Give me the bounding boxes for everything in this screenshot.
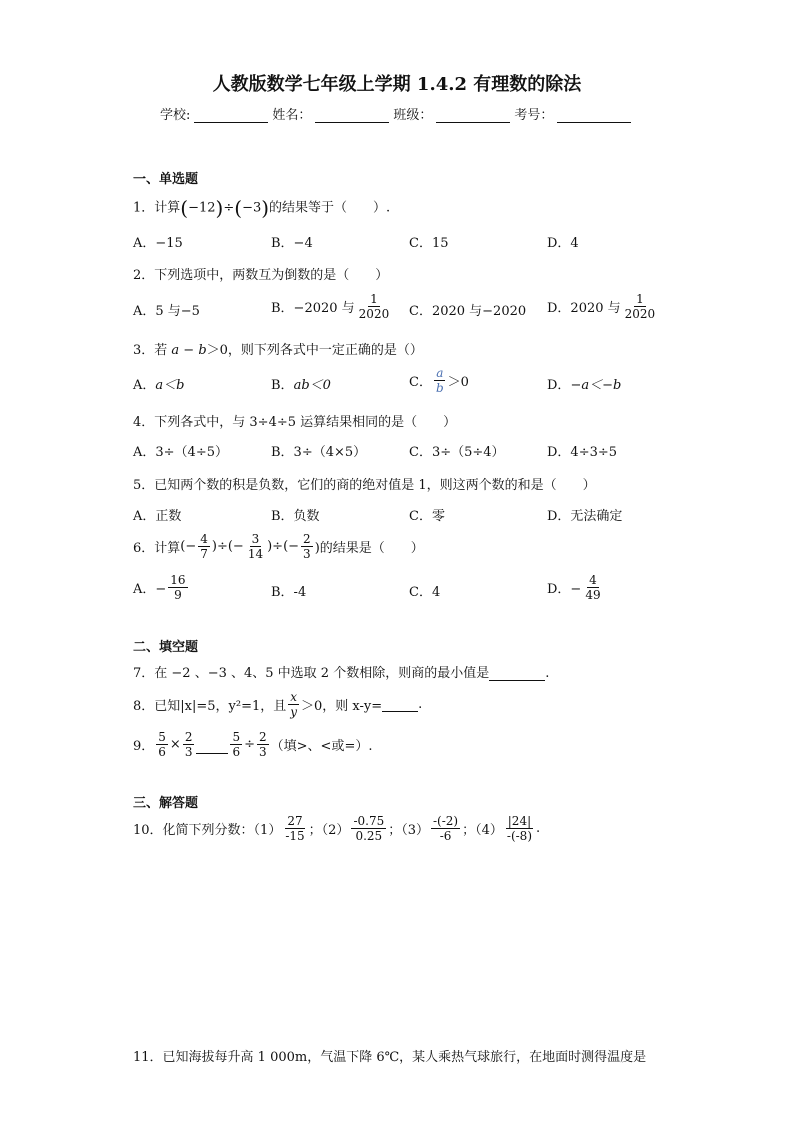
question-3 [133, 339, 423, 358]
q2-b-denominator: 2020 [358, 307, 390, 321]
q2-option-a[interactable]: A．5 与−5 [133, 304, 200, 319]
q2-option-c[interactable]: C．2020 与−2020 [409, 304, 527, 319]
q8-end: . [418, 697, 423, 712]
q4-option-d[interactable]: D．4÷3÷5 [547, 445, 618, 460]
document-title: 人教版数学七年级上学期 1.4.2 有理数的除法 [212, 74, 582, 95]
q6-fraction-1 [198, 532, 210, 561]
q10-sep4: ；（4） [462, 823, 503, 838]
q8-middle: ＞0，则 x-y= [301, 699, 383, 714]
question-4: 4．下列各式中，与 3÷4÷5 运算结果相同的是（ ） [133, 415, 457, 430]
q1-operand-b: −3 [242, 200, 262, 216]
name-label: 姓名： [272, 108, 312, 123]
q3-option-a[interactable] [133, 374, 184, 393]
q6-fraction-3 [301, 532, 313, 561]
q10-fraction-1 [283, 814, 306, 843]
q9-prefix: 9． [133, 739, 155, 754]
q6-option-a[interactable] [133, 573, 190, 602]
section-heading-answer: 三、解答题 [133, 796, 199, 811]
class-blank[interactable] [436, 108, 510, 123]
question-10 [133, 814, 540, 843]
q10-fraction-3 [431, 814, 460, 843]
q10-f2-num: -0.75 [353, 814, 385, 828]
q5-option-c[interactable]: C．零 [409, 509, 445, 524]
q6-a-fraction [168, 573, 187, 602]
q9-d-den: 3 [259, 745, 267, 759]
q7-answer-blank[interactable] [489, 666, 545, 681]
q10-f2-den: 0.25 [355, 829, 383, 843]
q6-option-d[interactable] [547, 573, 605, 602]
question-2: 2．下列选项中，两数互为倒数的是（ ） [133, 268, 389, 283]
q9-answer-blank[interactable] [196, 739, 228, 754]
q6-d-fraction [583, 573, 602, 602]
q3-b-label: B． [271, 378, 294, 393]
q3-c-label: C． [409, 375, 432, 390]
q1-lparen: ( [180, 196, 189, 220]
q6-f3-num: 2 [303, 532, 311, 546]
q3-a-expr: a＜b [155, 378, 185, 393]
q6-f3-den: 3 [303, 547, 311, 561]
q3-d-expr: −a＜−b [570, 378, 622, 393]
q9-fraction-d [257, 730, 269, 759]
q2-d-text: D．2020 与 [547, 301, 621, 316]
q6-option-c[interactable]: C．4 [409, 585, 441, 600]
q10-f1-num: 27 [287, 814, 303, 828]
question-6 [133, 532, 424, 561]
q9-suffix: （填>、<或=）. [270, 739, 373, 754]
q6-f1-den: 7 [200, 547, 208, 561]
q6-d-num: 4 [589, 573, 597, 587]
question-5: 5．已知两个数的积是负数，它们的商的绝对值是 1，则这两个数的和是（ ） [133, 478, 596, 493]
q5-option-d[interactable]: D．无法确定 [547, 509, 623, 524]
q3-c-numerator: a [436, 366, 444, 380]
name-blank[interactable] [315, 108, 389, 123]
q1-options [133, 232, 693, 268]
q5-option-a[interactable]: A．正数 [133, 509, 182, 524]
number-blank[interactable] [557, 108, 631, 123]
q3-prefix: 3．若 [133, 343, 172, 358]
q6-d-label: D．− [547, 582, 582, 597]
q8-prefix: 8．已知|x|=5，y²=1，且 [133, 699, 287, 714]
school-label: 学校: [160, 108, 191, 123]
q10-fraction-2 [351, 814, 386, 843]
q9-a-num: 5 [158, 730, 166, 744]
q8-answer-blank[interactable] [382, 697, 418, 712]
q9-b-den: 3 [184, 745, 193, 759]
q4-option-c[interactable]: C．3÷（5÷4） [409, 445, 505, 460]
q4-option-a[interactable]: A．3÷（4÷5） [133, 445, 228, 460]
q6-f2-num: 3 [251, 532, 260, 546]
question-8 [133, 690, 422, 719]
q10-f4-num: |24| [507, 814, 532, 828]
q10-sep2: ；（2） [308, 823, 350, 838]
q9-fraction-a [156, 730, 168, 759]
q9-op2: ÷ [244, 737, 256, 752]
q5-option-b[interactable]: B．负数 [271, 509, 320, 524]
q1-rparen: ) [215, 196, 224, 220]
q1-option-c[interactable]: C．15 [409, 236, 449, 251]
q2-b-fraction [357, 292, 392, 321]
q6-div1: )÷(− [211, 539, 244, 554]
q6-f2-den: 14 [247, 547, 264, 561]
q6-d-den: 49 [585, 588, 601, 602]
q4-options [133, 441, 693, 477]
q3-option-c[interactable] [409, 366, 469, 395]
q2-option-b[interactable] [271, 292, 393, 321]
q6-a-num: 16 [170, 573, 186, 587]
student-info-line [160, 104, 635, 123]
q2-d-fraction [623, 292, 658, 321]
q6-open1: (− [180, 539, 197, 554]
q9-b-num: 2 [184, 730, 193, 744]
q9-c-den: 6 [232, 745, 241, 759]
q1-suffix: 的结果等于（ ）. [269, 200, 391, 216]
q10-fraction-4 [505, 814, 534, 843]
q10-end: . [536, 821, 541, 836]
q6-f1-num: 4 [200, 532, 208, 546]
q3-c-denominator: b [435, 381, 444, 395]
q6-options [133, 573, 693, 609]
q10-f1-den: -15 [285, 829, 305, 843]
q6-a-label: A．− [133, 582, 167, 597]
q2-d-numerator: 1 [636, 292, 644, 306]
q1-option-b[interactable]: B．−4 [271, 236, 313, 251]
q3-a-label: A． [133, 378, 156, 393]
q1-rparen2: ) [261, 196, 270, 220]
q8-num: x [290, 690, 298, 704]
q1-option-a[interactable]: A．−15 [133, 236, 183, 251]
q8-fraction [288, 690, 299, 719]
class-label: 班级： [393, 108, 433, 123]
section-heading-fill-blank: 二、填空题 [133, 640, 199, 655]
q3-c-fraction [434, 366, 446, 395]
q2-d-denominator: 2020 [624, 307, 656, 321]
q8-den: y [290, 705, 298, 719]
q9-fraction-b [183, 730, 195, 759]
q3-b-expr: ab＜0 [293, 378, 331, 393]
q9-c-num: 5 [232, 730, 241, 744]
q2-b-numerator: 1 [370, 292, 378, 306]
q9-op1: × [169, 737, 181, 752]
q2-option-d[interactable] [547, 292, 659, 321]
q6-fraction-2 [246, 532, 265, 561]
q3-option-d[interactable] [547, 374, 621, 393]
q3-expression: a − b [171, 343, 207, 358]
q10-f4-den: -(-8) [506, 829, 532, 843]
q1-prefix: 1．计算 [133, 200, 181, 216]
question-7 [133, 662, 549, 681]
question-11: 11．已知海拔每升高 1 000m，气温下降 6℃，某人乘热气球旅行，在地面时测得温度是 [133, 1050, 647, 1065]
number-label: 考号： [514, 108, 554, 123]
q10-f3-den: -6 [439, 829, 452, 843]
q9-a-den: 6 [158, 745, 166, 759]
q1-operand-a: −12 [188, 200, 216, 216]
q9-fraction-c [230, 730, 242, 759]
q3-suffix: ＞0，则下列各式中一定正确的是（） [206, 343, 423, 358]
q6-option-b[interactable]: B．-4 [271, 585, 307, 600]
q3-option-b[interactable] [271, 374, 331, 393]
q6-suffix: )的结果是（ ） [314, 541, 424, 556]
q3-c-post: ＞0 [447, 375, 469, 390]
q9-d-num: 2 [259, 730, 267, 744]
question-9 [133, 730, 372, 759]
q10-prefix: 10．化简下列分数：（1） [133, 823, 282, 838]
q3-d-label: D． [547, 378, 571, 393]
q6-prefix: 6．计算 [133, 541, 181, 556]
school-blank[interactable] [194, 108, 268, 123]
q3-options [133, 366, 693, 402]
q10-sep3: ；（3） [388, 823, 429, 838]
q2-options [133, 292, 693, 328]
q1-lparen2: ( [234, 196, 243, 220]
q7-text: 7．在 −2 、−3 、4、5 中选取 2 个数相除，则商的最小值是 [133, 666, 490, 681]
q6-a-den: 9 [174, 588, 182, 602]
q6-div2: )÷(− [267, 539, 300, 554]
section-heading-single-choice: 一、单选题 [133, 172, 199, 187]
q2-b-text: B．−2020 与 [271, 301, 355, 316]
q7-end: . [545, 666, 550, 681]
question-1 [133, 196, 390, 220]
q1-option-d[interactable]: D．4 [547, 236, 579, 251]
q1-divide: ÷ [223, 200, 235, 216]
q4-option-b[interactable]: B．3÷（4×5） [271, 445, 367, 460]
q10-f3-num: -(-2) [433, 814, 459, 828]
